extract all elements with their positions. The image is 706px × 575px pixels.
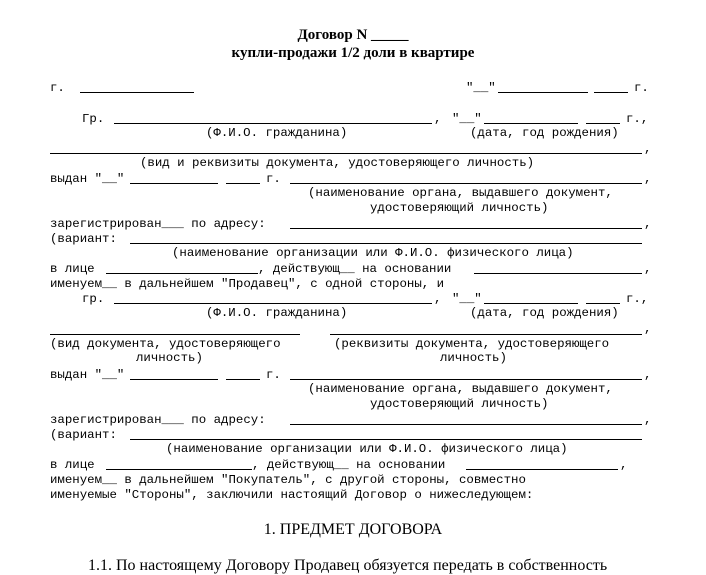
seller-variant-blank bbox=[130, 243, 642, 244]
buyer-comma: , bbox=[434, 292, 442, 306]
buyer-representative-blank bbox=[106, 469, 252, 470]
clause-1-1: 1.1. По настоящему Договору Продавец обязуется передать в собственность bbox=[88, 557, 608, 574]
buyer-parties-line: именуемые "Стороны", заключили настоящий Договор о нижеследующем: bbox=[50, 488, 534, 502]
buyer-issued-by-caption-1: (наименование органа, выдавшего документ, bbox=[308, 382, 613, 396]
seller-comma: , bbox=[434, 112, 442, 126]
buyer-doc-caption-right-1: (реквизиты документа, удостоверяющего bbox=[334, 337, 610, 351]
buyer-doc-type-blank bbox=[50, 334, 300, 335]
seller-fio-caption: (Ф.И.О. гражданина) bbox=[206, 126, 348, 140]
seller-birth-caption: (дата, год рождения) bbox=[470, 126, 619, 140]
buyer-named-line: именуем__ в дальнейшем "Покупатель", с другой стороны, совместно bbox=[50, 473, 526, 487]
buyer-doc-caption-right-2: личность) bbox=[440, 351, 507, 365]
buyer-doc-details-blank bbox=[330, 334, 642, 335]
buyer-issued-year-blank bbox=[226, 379, 260, 380]
contract-subtitle: купли-продажи 1/2 доли в квартире bbox=[231, 45, 475, 61]
seller-issued-month-blank bbox=[130, 183, 218, 184]
seller-issued-label: выдан "__" bbox=[50, 172, 125, 186]
seller-birth-month-blank bbox=[484, 123, 578, 124]
buyer-gr-label: гр. bbox=[82, 292, 105, 306]
seller-org-caption: (наименование организации или Ф.И.О. физического лица) bbox=[172, 246, 574, 260]
seller-representative-blank bbox=[106, 273, 258, 274]
date-year-blank bbox=[594, 92, 628, 93]
seller-in-person-label: в лице bbox=[50, 262, 95, 276]
contract-title: Договор N _____ bbox=[297, 27, 409, 43]
seller-issued-by-caption-2: удостоверяющий личность) bbox=[370, 201, 549, 215]
seller-issued-by-caption-1: (наименование органа, выдавшего документ, bbox=[308, 186, 613, 200]
buyer-fio-blank bbox=[114, 303, 432, 304]
seller-basis-blank bbox=[474, 273, 642, 274]
buyer-doc-caption-left-2: личность) bbox=[136, 351, 203, 365]
seller-basis-comma: , bbox=[644, 262, 652, 276]
seller-named-line: именуем__ в дальнейшем "Продавец", с одной стороны, и bbox=[50, 277, 445, 291]
seller-address-blank bbox=[290, 228, 642, 229]
buyer-issued-comma: , bbox=[644, 368, 652, 382]
buyer-birth-caption: (дата, год рождения) bbox=[470, 306, 619, 320]
buyer-birth-month-blank bbox=[484, 303, 578, 304]
date-quote: "__" bbox=[466, 81, 496, 95]
seller-birth-year-blank bbox=[586, 123, 620, 124]
seller-doc-caption: (вид и реквизиты документа, удостоверяющего личность) bbox=[140, 156, 535, 170]
seller-birth-quote: "__" bbox=[452, 112, 482, 126]
buyer-issued-year: г. bbox=[266, 368, 281, 382]
seller-gr-label: Гр. bbox=[82, 112, 105, 126]
buyer-basis-blank bbox=[466, 469, 618, 470]
buyer-issued-by-caption-2: удостоверяющий личность) bbox=[370, 397, 549, 411]
buyer-issued-label: выдан "__" bbox=[50, 368, 125, 382]
date-year-suffix: г. bbox=[634, 81, 649, 95]
buyer-acting-label: , действующ__ на основании bbox=[252, 458, 446, 472]
buyer-variant-label: (вариант: bbox=[50, 428, 117, 442]
seller-issued-year-blank bbox=[226, 183, 260, 184]
buyer-birth-quote: "__" bbox=[452, 292, 482, 306]
seller-doc-comma: , bbox=[644, 142, 652, 156]
buyer-basis-comma: , bbox=[620, 458, 628, 472]
buyer-address-blank bbox=[290, 424, 642, 425]
seller-acting-label: , действующ__ на основании bbox=[258, 262, 452, 276]
seller-doc-blank bbox=[50, 153, 642, 154]
seller-issued-year: г. bbox=[266, 172, 281, 186]
buyer-org-caption: (наименование организации или Ф.И.О. физического лица) bbox=[166, 442, 568, 456]
buyer-birth-year-blank bbox=[586, 303, 620, 304]
seller-issued-comma: , bbox=[644, 172, 652, 186]
buyer-doc-comma: , bbox=[644, 322, 652, 336]
seller-address-comma: , bbox=[644, 217, 652, 231]
buyer-doc-caption-left-1: (вид документа, удостоверяющего bbox=[50, 337, 281, 351]
city-blank bbox=[80, 92, 194, 93]
seller-issued-by-blank bbox=[290, 183, 642, 184]
buyer-fio-caption: (Ф.И.О. гражданина) bbox=[206, 306, 348, 320]
seller-fio-blank bbox=[114, 123, 432, 124]
seller-variant-label: (вариант: bbox=[50, 232, 117, 246]
seller-registered-label: зарегистрирован___ по адресу: bbox=[50, 217, 266, 231]
city-prefix: г. bbox=[50, 81, 65, 95]
buyer-issued-month-blank bbox=[130, 379, 218, 380]
buyer-in-person-label: в лице bbox=[50, 458, 95, 472]
buyer-year-suffix: г., bbox=[626, 292, 649, 306]
seller-year-suffix: г., bbox=[626, 112, 649, 126]
buyer-address-comma: , bbox=[644, 413, 652, 427]
section-1-heading: 1. ПРЕДМЕТ ДОГОВОРА bbox=[263, 521, 443, 538]
buyer-variant-blank bbox=[130, 439, 642, 440]
buyer-registered-label: зарегистрирован___ по адресу: bbox=[50, 413, 266, 427]
date-month-blank bbox=[498, 92, 588, 93]
buyer-issued-by-blank bbox=[290, 379, 642, 380]
